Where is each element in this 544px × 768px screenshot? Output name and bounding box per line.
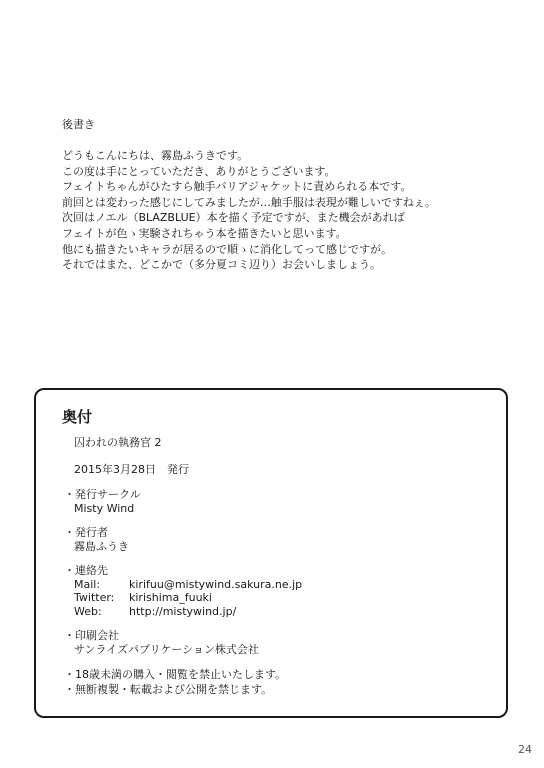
printer-label: ・印刷会社 — [64, 629, 119, 642]
contact-twitter-row — [64, 591, 494, 605]
afterword-heading: 後書き — [62, 118, 95, 131]
afterword-line: どうもこんにちは、霧島ふうきです。 — [62, 149, 249, 162]
contact-twitter-key: Twitter: — [74, 591, 115, 604]
publication-date: 2015年3月28日 発行 — [74, 463, 189, 476]
contact-web-row — [64, 605, 494, 619]
contact-web-key: Web: — [74, 604, 102, 618]
colophon-info-list — [64, 488, 494, 697]
page-number: 24 — [518, 743, 532, 756]
publisher-label: ・発行者 — [64, 526, 108, 539]
contact-mail-key: Mail: — [74, 577, 101, 591]
publisher-name: 霧島ふうき — [74, 539, 129, 553]
printer-section — [64, 629, 494, 656]
afterword-line: フェイトちゃんがひたすら触手バリアジャケットに責められる本です。 — [62, 180, 412, 194]
contact-mail-value: kirifuu@mistywind.sakura.ne.jp — [129, 577, 303, 591]
circle-name: Misty Wind — [74, 501, 135, 515]
circle-label: ・発行サークル — [64, 488, 141, 501]
afterword-line: 次回はノエル（BLAZBLUE）本を描く予定ですが、また機会があれば — [62, 211, 405, 225]
contact-web-value: http://mistywind.jp/ — [129, 604, 237, 618]
afterword-line: フェイトが色ゝ実験されちゃう本を描きたいと思います。 — [62, 226, 347, 240]
contact-label: ・連絡先 — [64, 564, 108, 577]
contact-twitter-value: kirishima_fuuki — [129, 591, 212, 604]
afterword — [62, 118, 502, 273]
afterword-body — [62, 148, 502, 273]
notices-section — [64, 667, 494, 697]
contact-mail-row — [64, 578, 494, 592]
printer-name: サンライズパブリケーション株式会社 — [74, 642, 259, 656]
copyright-notice: ・無断複製・転載および公開を禁じます。 — [64, 683, 273, 696]
book-title: 囚われの執務官 2 — [74, 436, 162, 449]
afterword-line: それではまた、どこかで（多分夏コミ辺り）お会いしましょう。 — [62, 258, 381, 272]
colophon-box — [34, 388, 508, 718]
afterword-line: 他にも描きたいキャラが居るので順ゝに消化してって感じですが。 — [62, 242, 392, 256]
circle-section — [64, 488, 494, 515]
age-restriction-notice: ・18歳未満の購入・閲覧を禁止いたします。 — [64, 668, 287, 681]
afterword-line: この度は手にとっていただき、ありがとうございます。 — [62, 164, 336, 178]
publisher-section — [64, 526, 494, 553]
afterword-line: 前回とは変わった感じにしてみましたが…触手服は表現が難しいですねぇ。 — [62, 195, 436, 209]
colophon-title: 奥付 — [62, 408, 93, 426]
contact-section — [64, 564, 494, 618]
